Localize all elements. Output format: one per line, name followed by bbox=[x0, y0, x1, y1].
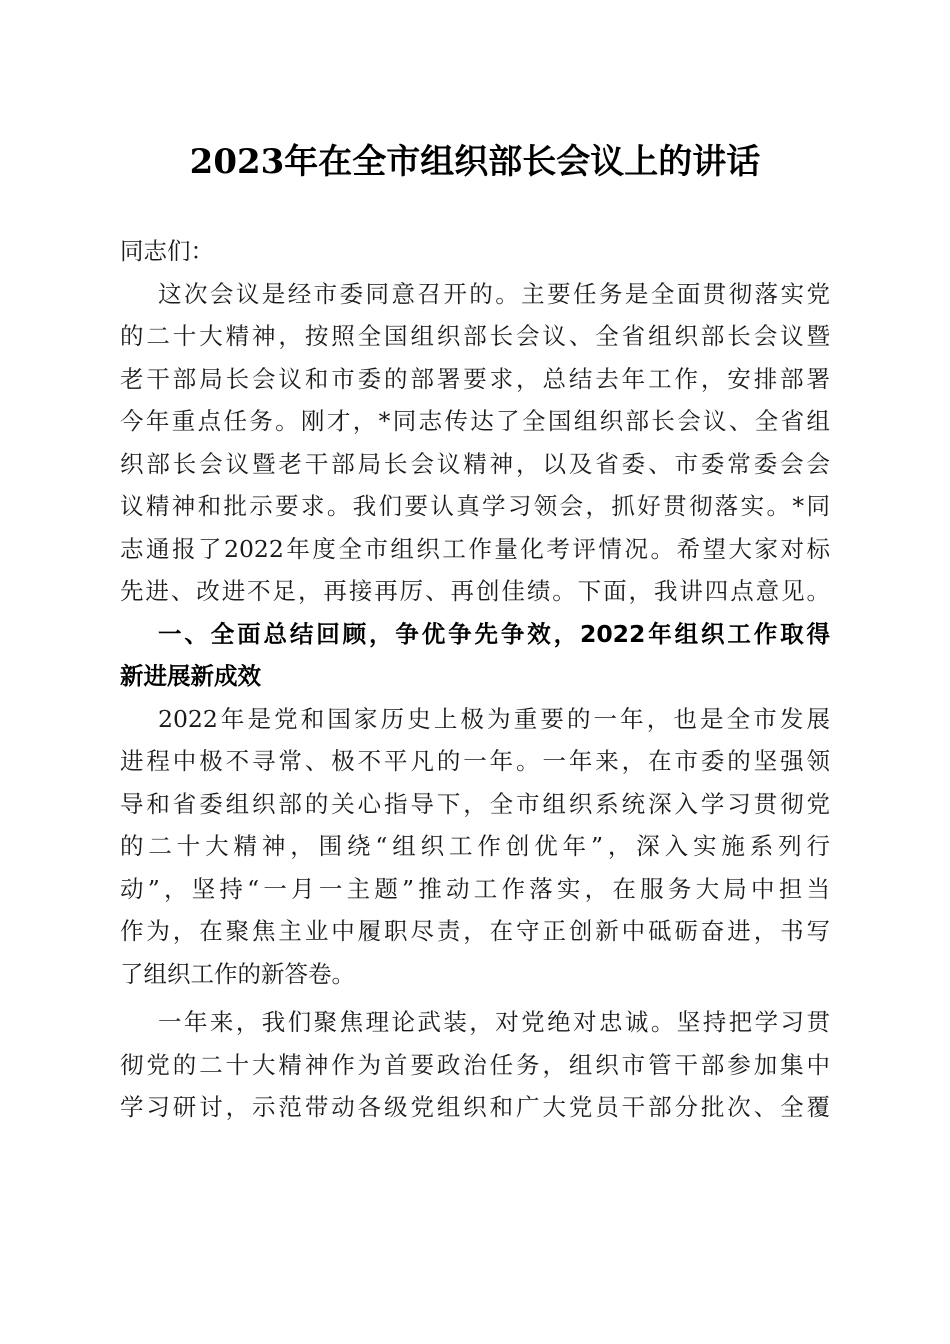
paragraph-line: 进程中极不寻常、极不平凡的一年。一年来，在市委的坚强领 bbox=[120, 747, 830, 775]
paragraph-line: 了组织工作的新答卷。 bbox=[120, 959, 355, 988]
paragraph-line: 的二十大精神，围绕“组织工作创优年”，深入实施系列行 bbox=[120, 832, 830, 860]
salutation: 同志们： bbox=[120, 237, 214, 265]
paragraph-line: 学习研讨，示范带动各级党组织和广大党员干部分批次、全覆 bbox=[120, 1093, 830, 1121]
heading-line: 新进展新成效 bbox=[120, 662, 261, 690]
paragraph-line: 志通报了2022年度全市组织工作量化考评情况。希望大家对标 bbox=[120, 534, 830, 563]
paragraph-line: 彻党的二十大精神作为首要政治任务，组织市管干部参加集中 bbox=[120, 1050, 830, 1079]
paragraph-intro bbox=[120, 273, 830, 613]
paragraph-line: 先进、改进不足，再接再厉、再创佳绩。下面，我讲四点意见。 bbox=[120, 577, 830, 605]
heading-line: 一、全面总结回顾，争优争先争效，2022年组织工作取得 bbox=[158, 619, 830, 648]
paragraph-line: 一年来，我们聚焦理论武装，对党绝对忠诚。坚持把学习贯 bbox=[158, 1008, 830, 1036]
paragraph-line: 今年重点任务。刚才，*同志传达了全国组织部长会议、全省组 bbox=[120, 407, 830, 435]
paragraph-line: 2022年是党和国家历史上极为重要的一年，也是全市发展 bbox=[158, 704, 830, 733]
paragraph-line: 动”，坚持“一月一主题”推动工作落实，在服务大局中担当 bbox=[120, 874, 830, 903]
section-heading-1 bbox=[120, 613, 830, 698]
paragraph-line: 的二十大精神，按照全国组织部长会议、全省组织部长会议暨 bbox=[120, 322, 830, 350]
paragraph-theory bbox=[120, 1001, 830, 1129]
paragraph-line: 织部长会议暨老干部局长会议精神，以及省委、市委常委会会 bbox=[120, 449, 830, 478]
paragraph-line: 议精神和批示要求。我们要认真学习领会，抓好贯彻落实。*同 bbox=[120, 492, 830, 520]
paragraph-review bbox=[120, 698, 830, 996]
paragraph-line: 导和省委组织部的关心指导下，全市组织系统深入学习贯彻党 bbox=[120, 789, 830, 818]
document-body bbox=[120, 230, 830, 1129]
paragraph-line: 作为，在聚焦主业中履职尽责，在守正创新中砥砺奋进，书写 bbox=[120, 917, 830, 945]
document-title: 2023年在全市组织部长会议上的讲话 bbox=[189, 142, 761, 182]
paragraph-line: 这次会议是经市委同意召开的。主要任务是全面贯彻落实党 bbox=[158, 279, 830, 308]
paragraph-line: 老干部局长会议和市委的部署要求，总结去年工作，安排部署 bbox=[120, 364, 830, 393]
